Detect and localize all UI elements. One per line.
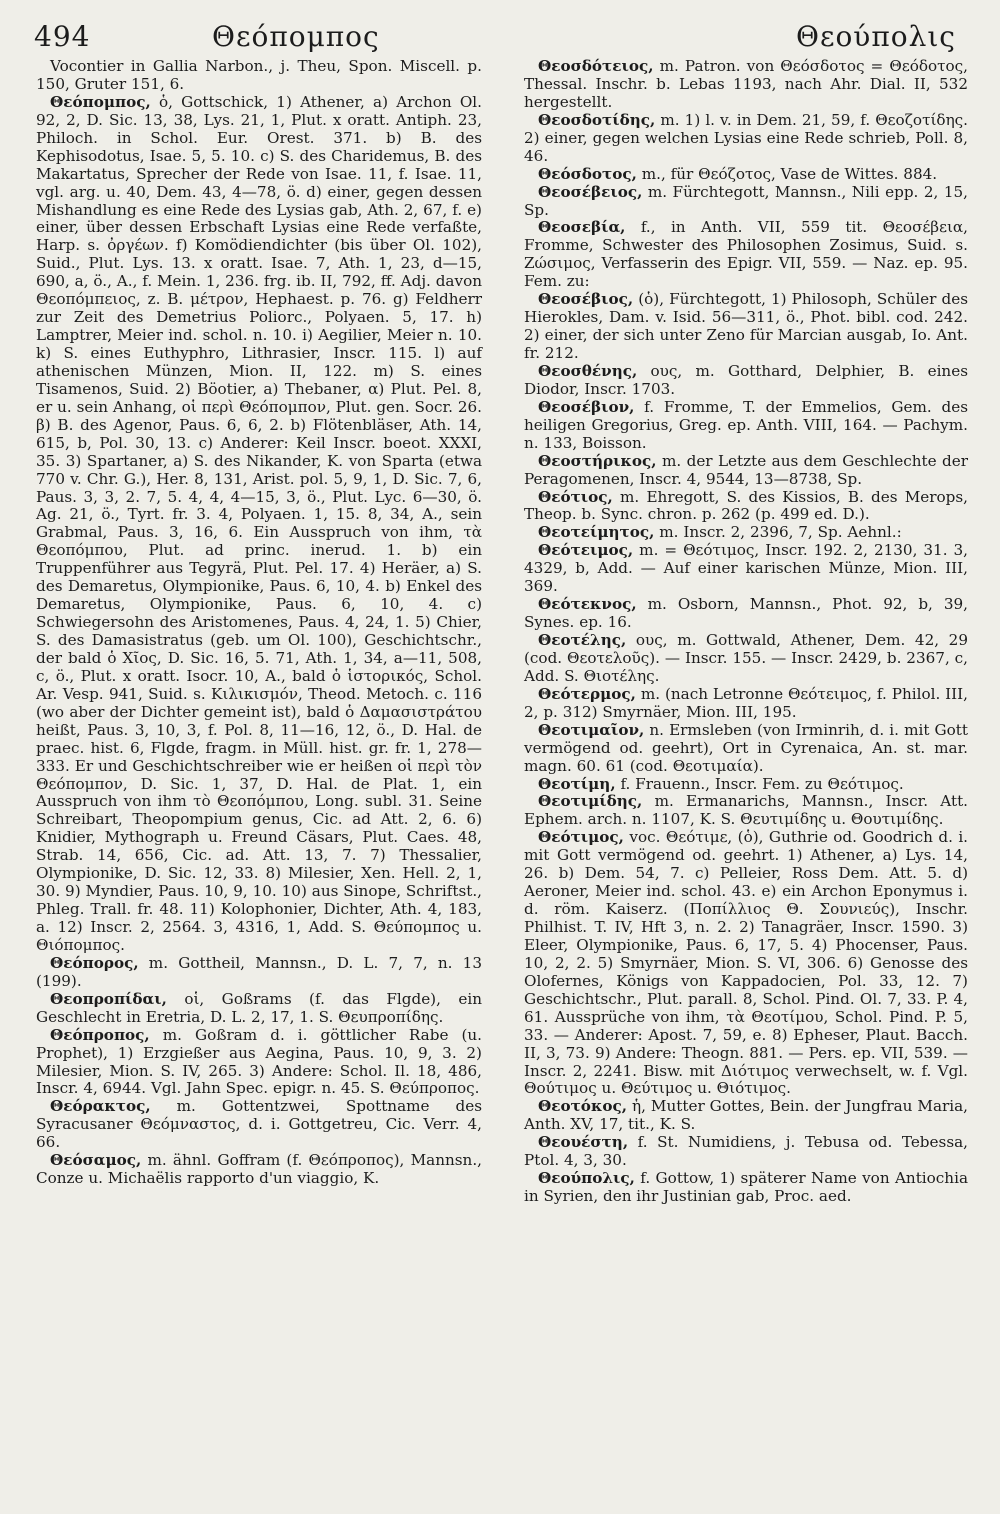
entry-text: ους, m. Gotthard, Delphier, B. eines Diodor, Inscr. 1703. — [524, 361, 968, 398]
page-header — [34, 10, 966, 58]
entry-text: voc. Θεότιμε, (ὁ), Guthrie od. Goodrich d. i. mit Gott vermögend od. geehrt. 1) Athener, a) Lys. 14, 26. b) Dem. 54, 7. c) Pelleier, Ross Dem. Att. 5. d) Aeroner, Meier ind. schol. 43. e) ein Archon Eponymus i. d. röm. Kaiserz. (Ποπίλλιος Θ. Σουνιεύς), Inschr. Philhist. T. IV, Hft 3, n. 2. 2) Tanagräer, Inscr. 1590. 3) Eleer, Olympionike, Paus. 6, 17, 5. 4) Phocenser, Paus. 10, 2, 2. 5) Smyrnäer, Mion. S. VI, 306. 6) Genosse des Olofernes, Königs von Kappadocien, Pol. 33, 12. 7) Geschichtschr., Plut. parall. 8, Schol. Pind. Ol. 7, 33. P. 4, 61. Aussprüche von ihm, τὰ Θεοτίμου, Schol. Pind. P. 5, 33. — Anderer: Apost. 7, 59, e. 8) Epheser, Plaut. Bacch. II, 3, 73. 9) Andere: Theogn. 881. — Pers. ep. VII, 539. — Inscr. 2, 2241. Bisw. mit Διότιμος verwechselt, w. f. Vgl. Θούτιμος u. Θεύτιμος u. Θιότιμος. — [524, 828, 969, 1098]
entry-text: οἱ, Goßrams (f. das Flgde), ein Geschlecht in Eretria, D. L. 2, 17, 1. S. Θευπροπίδης. — [36, 989, 483, 1026]
entry-text: m. Gottheil, Mannsn., D. L. 7, 7, n. 13 (199). — [36, 953, 482, 990]
right-column — [524, 58, 968, 1206]
dictionary-entry — [524, 166, 968, 184]
entry-headword: Θεοστήρικος, — [538, 451, 657, 470]
right-running-head: Θεούπολις — [795, 20, 956, 53]
entry-text: m. Ehregott, S. des Kissios, B. des Merops, Theop. b. Sync. chron. p. 262 (p. 499 ed. D.). — [524, 487, 968, 524]
entry-text: m. 1) l. v. in Dem. 21, 59, f. Θεοζοτίδης. 2) einer, gegen welchen Lysias eine Rede schrieb, Poll. 8, 46. — [524, 110, 969, 165]
entry-headword: Θεοσθένης, — [538, 361, 638, 380]
dictionary-entry — [36, 58, 482, 94]
entry-headword: Θεότεκνος, — [538, 595, 637, 614]
dictionary-entry — [524, 829, 968, 1098]
dictionary-entry — [36, 94, 482, 955]
page-number: 494 — [34, 20, 91, 53]
dictionary-entry — [524, 1098, 968, 1134]
dictionary-entry — [524, 542, 968, 596]
entry-headword: Θεοτίμη, — [538, 774, 616, 793]
entry-text: m. Fürchtegott, Mannsn., Nili epp. 2, 15, Sp. — [524, 182, 968, 219]
entry-headword: Θεόπομπος, — [50, 92, 151, 111]
entry-text: m. der Letzte aus dem Geschlechte der Peragomenen, Inscr. 4, 9544, 13—8738, Sp. — [524, 451, 968, 488]
left-running-head: Θεόπομπος — [212, 20, 380, 53]
entry-headword: Θεόσδοτος, — [538, 164, 637, 183]
entry-text: n. Ermsleben (von Irminrih, d. i. mit Gott vermögend od. geehrt), Ort in Cyrenaica, An. st. mar. magn. 60. 61 (cod. Θεοτιμαία). — [524, 720, 968, 775]
dictionary-entry — [36, 1152, 482, 1188]
entry-headword: Θεοπροπίδαι, — [50, 989, 167, 1008]
dictionary-entry — [524, 291, 968, 363]
entry-text: m. Gottentzwei, Spottname des Syracusaner Θεόμναστος, d. i. Gottgetreu, Cic. Verr. 4, 66. — [36, 1097, 482, 1152]
entry-headword: Θεόρακτος, — [50, 1097, 151, 1116]
entry-headword: Θεοσεβία, — [538, 218, 626, 237]
entry-headword: Θεοσέβειος, — [538, 182, 643, 201]
entry-text: f., in Anth. VII, 559 tit. Θεοσέβεια, Fromme, Schwester des Philosophen Zosimus, Suid. s. Ζώσιμος, Verfasserin des Epigr. VII, 559. — Naz. ep. 95. Fem. zu: — [524, 218, 968, 291]
dictionary-entry — [524, 1170, 968, 1206]
dictionary-entry — [524, 219, 968, 291]
entry-text: m. Patron. von Θεόσδοτος = Θεόδοτος, Thessal. Inschr. b. Lebas 1193, nach Ahr. Dial. II, 532 hergestellt. — [524, 57, 969, 111]
dictionary-entry — [36, 1098, 482, 1152]
entry-text: m. Osborn, Mannsn., Phot. 92, b, 39, Synes. ep. 16. — [524, 595, 969, 632]
entry-headword: Θεότιος, — [538, 487, 613, 506]
entry-headword: Θεόπορος, — [50, 953, 139, 972]
entry-headword: Θεοσέβιον, — [538, 397, 635, 416]
entry-headword: Θεοτιμαῖον, — [538, 720, 645, 739]
entry-headword: Θεότειμος, — [538, 541, 634, 560]
left-column — [36, 58, 482, 1188]
entry-text: m. = Θεότιμος, Inscr. 192. 2, 2130, 31. 3, 4329, b, Add. — Auf einer karischen Münze, Mion. III, 369. — [524, 541, 969, 596]
entry-text: m. Goßram d. i. göttlicher Rabe (u. Prophet), 1) Erzgießer aus Aegina, Paus. 10, 9, 3. 2) Milesier, Mion. S. IV, 265. 3) Andere: Schol. Il. 18, 486, Inscr. 4, 6944. Vgl. Jahn Spec. epigr. n. 45. S. Θεύπροπος. — [36, 1025, 482, 1098]
entry-headword: Θεοτέλης, — [538, 631, 627, 649]
entry-headword: Θεοτιμίδης, — [538, 792, 643, 811]
entry-headword: Θεουέστη, — [538, 1133, 629, 1152]
dictionary-entry — [524, 363, 968, 399]
entry-text: ους, m. Gottwald, Athener, Dem. 42, 29 (cod. Θεοτελοῦς). — Inscr. 155. — Inscr. 2429, b. 2367, c, Add. S. Θιοτέλης. — [524, 631, 969, 685]
dictionary-entry — [36, 991, 482, 1027]
entry-text: m. (nach Letronne Θεότειμος, f. Philol. III, 2, p. 312) Smyrnäer, Mion. III, 195. — [524, 684, 968, 721]
entry-headword: Θεοτείμητος, — [538, 523, 655, 542]
entry-text: m. Ermanarichs, Mannsn., Inscr. Att. Ephem. arch. n. 1107, K. S. Θευτιμίδης u. Θουτιμίδης. — [524, 792, 969, 829]
entry-text: Vocontier in Gallia Narbon., j. Theu, Spon. Miscell. p. 150, Gruter 151, 6. — [36, 57, 482, 93]
dictionary-entry — [524, 776, 968, 794]
entry-text: ἡ, Mutter Gottes, Bein. der Jungfrau Maria, Anth. XV, 17, tit., K. S. — [524, 1097, 969, 1134]
dictionary-entry — [524, 489, 968, 525]
entry-text: f. Fromme, T. der Emmelios, Gem. des heiligen Gregorius, Greg. ep. Anth. VIII, 164. — Pachym. n. 133, Boisson. — [524, 397, 969, 452]
entry-headword: Θεοσδοτίδης, — [538, 110, 656, 129]
entry-headword: Θεόπροπος, — [50, 1025, 150, 1044]
entry-text: (ὁ), Fürchtegott, 1) Philosoph, Schüler des Hierokles, Dam. v. Isid. 56—311, ö., Phot. bibl. cod. 242. 2) einer, der sich unter Zeno für Marcian ausgab, Io. Ant. fr. 212. — [524, 290, 969, 362]
entry-text: ὁ, Gottschick, 1) Athener, a) Archon Ol. 92, 2, D. Sic. 13, 38, Lys. 21, 1, Plut. x oratt. Antiph. 23, Philoch. in Schol. Eur. Orest. 371. b) B. des Kephisodotus, Isae. 5, 5. 10. c) S. des Charidemus, B. des Makartatus, Sprecher der Rede von Isae. 11, f. Isae. 11, vgl. arg. u. 40, Dem. 43, 4—78, ö. d) einer, gegen dessen Mishandlung es eine Rede des Lysias gab, Ath. 2, 67, f. e) einer, über dessen Erbschaft Lysias eine Rede verfaßte, Harp. s. ὀργέων. f) Komödiendichter (bis über Ol. 102), Suid., Plut. Lys. 13. x oratt. Isae. 7, Ath. 1, 23, d—15, 690, a, ö., A., f. Mein. 1, 236. frg. ib. II, 792, ff. Adj. davon Θεοπόμπειος, z. B. μέτρον, Hephaest. p. 76. g) Feldherr zur Zeit des Demetrius Poliorc., Polyaen. 5, 17. h) Lamptrer, Meier ind. schol. n. 10. i) Aegilier, Meier n. 10. k) S. eines Euthyphro, Lithrasier, Inscr. 115. l) auf athenischen Münzen, Mion. II, 122. m) S. eines Tisamenos, Suid. 2) Böotier, a) Thebaner, α) Plut. Pel. 8, er u. sein Anhang, οἱ περὶ Θεόπομπον, Plut. gen. Socr. 26. β) B. des Agenor, Paus. 6, 6, 2. b) Flötenbläser, Ath. 14, 615, b, Pol. 30, 13. c) Anderer: Keil Inscr. boeot. XXXI, 35. 3) Spartaner, a) S. des Nikander, K. von Sparta (etwa 770 v. Chr. G.), Her. 8, 131, Arist. pol. 5, 9, 1, D. Sic. 7, 6, Paus. 3, 3, 2. 7, 5. 4, 4, 4—15, 3, ö., Plut. Lyc. 6—30, ö. Ag. 21, ö., Tyrt. fr. 3. 4, Polyaen. 1, 15. 8, 34, A., sein Grabmal, Paus. 3, 16, 6. Ein Ausspruch von ihm, τὰ Θεοπόμπου, Plut. ad princ. inerud. 1. b) ein Truppenführer aus Tegyrä, Plut. Pel. 17. 4) Heräer, a) S. des Demaretus, Olympionike, Paus. 6, 10, 4. b) Enkel des Demaretus, Olympionike, Paus. 6, 10, 4. c) Schwiegersohn des Aristomenes, Paus. 4, 24, 1. 5) Chier, S. des Damasistratus (geb. um Ol. 100), Geschichtschr., der bald ὁ Χῖος, D. Sic. 16, 5. 71, Ath. 1, 34, a—11, 508, c, ö., Plut. x oratt. Isocr. 10, A., bald ὁ ἱστορικός, Schol. Ar. Vesp. 941, Suid. s. Κιλικισμόν, Theod. Metoch. c. 116 (wo aber der Dichter gemeint ist), bald ὁ Δαμασιστράτου heißt, Paus. 3, 10, 3, f. Pol. 8, 11—16, 12, ö., D. Hal. de praec. hist. 6, Flgde, fragm. in Müll. hist. gr. fr. 1, 278—333. Er und Geschichtschreiber wie er heißen οἱ περὶ τὸν Θεόπομπον, D. Sic. 1, 37, D. Hal. de Plat. 1, ein Ausspruch von ihm τὸ Θεοπόμπου, Long. subl. 31. Seine Schreibart, Theopompium genus, Cic. ad Att. 2, 6. 6) Knidier, Mythograph u. Freund Cäsars, Plut. Caes. 48, Strab. 14, 656, Cic. ad. Att. 13, 7. 7) Thessalier, Olympionike, D. Sic. 12, 33. 8) Milesier, Xen. Hell. 2, 1, 30. 9) Myndier, Paus. 10, 9, 10. 10) aus Sinope, Schriftst., Phleg. Trall. fr. 48. 11) Kolophonier, Dichter, Ath. 4, 183, a. 12) Inscr. 2, 2564. 3, 4316, 1, Add. S. Θεύπομπος u. Θιόπομπος. — [36, 92, 482, 954]
dictionary-entry — [524, 596, 968, 632]
entry-text: f. Gottow, 1) späterer Name von Antiochia in Syrien, den ihr Justinian gab, Proc. aed. — [524, 1169, 969, 1206]
entry-headword: Θεοτόκος, — [538, 1097, 627, 1116]
dictionary-entry — [524, 112, 968, 166]
dictionary-entry — [36, 1027, 482, 1099]
entry-headword: Θεοσέβιος, — [538, 290, 634, 309]
entry-text: f. St. Numidiens, j. Tebusa od. Tebessa, Ptol. 4, 3, 30. — [524, 1133, 968, 1170]
entry-headword: Θεόσαμος, — [50, 1151, 142, 1170]
entry-text: m. Inscr. 2, 2396, 7, Sp. Aehnl.: — [659, 523, 902, 542]
dictionary-entry — [524, 399, 968, 453]
dictionary-entry — [524, 524, 968, 542]
entry-text: m. ähnl. Goffram (f. Θεόπροπος), Mannsn., Conze u. Michaëlis rapporto d'un viaggio, K. — [36, 1151, 482, 1188]
entry-headword: Θεότερμος, — [538, 684, 636, 703]
dictionary-entry — [524, 722, 968, 776]
entry-text: f. Frauenn., Inscr. Fem. zu Θεότιμος. — [620, 774, 904, 793]
dictionary-entry — [524, 184, 968, 220]
entry-headword: Θεούπολις, — [538, 1169, 635, 1188]
dictionary-entry — [524, 58, 968, 112]
dictionary-entry — [524, 793, 968, 829]
entry-headword: Θεότιμος, — [538, 828, 624, 847]
entry-headword: Θεοσδότειος, — [538, 57, 654, 75]
dictionary-entry — [524, 453, 968, 489]
dictionary-entry — [524, 686, 968, 722]
dictionary-entry — [524, 1134, 968, 1170]
entry-text: m., für Θεόζοτος, Vase de Wittes. 884. — [641, 164, 938, 183]
dictionary-entry — [36, 955, 482, 991]
dictionary-entry — [524, 632, 968, 686]
